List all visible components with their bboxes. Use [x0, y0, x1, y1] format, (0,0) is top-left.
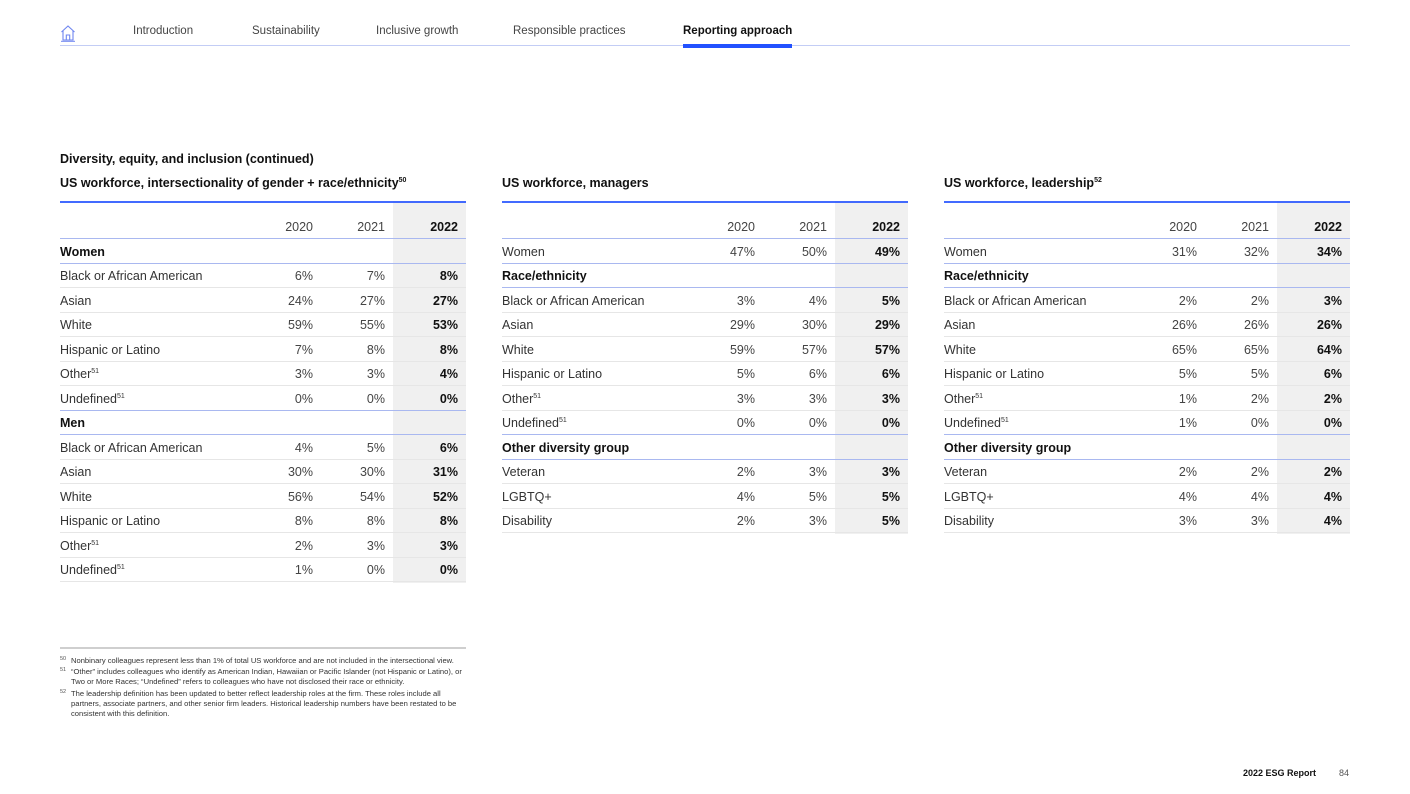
footnote-52 — [60, 689, 466, 720]
table-row — [60, 558, 466, 583]
value-2022: 5% — [881, 293, 900, 308]
row-label — [502, 367, 602, 381]
table-row — [944, 411, 1350, 436]
value-2021: 27% — [359, 293, 385, 308]
report-title: 2022 ESG Report — [1243, 768, 1317, 778]
value-2022: 4% — [1323, 489, 1342, 504]
value-2021: 2% — [1250, 391, 1269, 406]
value-2020: 2% — [736, 514, 755, 528]
row-label — [502, 514, 552, 528]
value-2022: 8% — [439, 342, 458, 357]
value-2020: 1% — [1178, 416, 1197, 430]
table-row — [502, 239, 908, 264]
value-2021: 3% — [1250, 514, 1269, 528]
value-2020: 3% — [294, 367, 313, 381]
table-group-row — [60, 239, 466, 264]
table-header-row — [60, 201, 466, 239]
row-label — [60, 294, 91, 308]
value-2021: 26% — [1243, 318, 1269, 332]
value-2022: 2% — [1323, 465, 1342, 479]
value-2022: 6% — [1323, 367, 1342, 381]
value-2022: 6% — [881, 367, 900, 381]
footnote-ref: 51 — [91, 368, 100, 375]
row-label-text: Women — [944, 244, 987, 259]
value-2021: 2% — [1250, 293, 1269, 308]
value-2021: 3% — [808, 514, 827, 528]
row-label-text: Black or African American — [60, 269, 203, 283]
value-2021: 8% — [366, 342, 385, 357]
value-2020: 59% — [729, 342, 755, 357]
value-2021: 54% — [359, 489, 385, 504]
footnotes — [60, 647, 466, 720]
table-row — [944, 362, 1350, 387]
row-label-text: Black or African American — [60, 440, 203, 455]
value-2021: 3% — [808, 465, 827, 479]
row-label-text: Asian — [944, 318, 976, 332]
table-row — [60, 509, 466, 534]
row-label — [502, 392, 541, 406]
row-label-text: White — [60, 318, 92, 332]
row-label-text: Asian — [60, 465, 92, 479]
row-label-text: LGBTQ+ — [944, 489, 994, 504]
row-label-text: Other — [60, 538, 92, 553]
row-label-text: Other diversity group — [502, 440, 630, 455]
value-2020: 4% — [1178, 489, 1197, 504]
table-row — [944, 239, 1350, 264]
row-label — [60, 514, 160, 528]
section-title: Diversity, equity, and inclusion (continued) — [60, 152, 314, 166]
row-label — [944, 514, 994, 528]
table-row — [502, 509, 908, 534]
value-2021: 5% — [1250, 367, 1269, 381]
row-label — [502, 343, 534, 357]
year-header-2020: 2020 — [727, 220, 755, 234]
row-label — [944, 294, 1086, 308]
value-2020: 56% — [287, 489, 313, 504]
value-2021: 57% — [801, 342, 827, 357]
footnote-ref: 51 — [559, 417, 567, 424]
row-label-text: Asian — [502, 318, 534, 332]
value-2022: 31% — [432, 465, 458, 479]
value-2021: 5% — [808, 489, 827, 504]
row-label-text: Undefined — [60, 391, 117, 406]
row-label — [60, 539, 99, 553]
value-2020: 29% — [729, 318, 755, 332]
value-2020: 4% — [736, 489, 755, 504]
row-label-text: Women — [60, 244, 105, 259]
value-2021: 2% — [1250, 465, 1269, 479]
footnote-ref: 51 — [1001, 417, 1009, 424]
value-2020: 6% — [294, 269, 313, 283]
value-2020: 0% — [736, 416, 755, 430]
value-2022: 27% — [432, 293, 458, 308]
value-2022: 8% — [439, 514, 458, 528]
footnote-number: 50 — [60, 656, 67, 662]
row-label — [60, 343, 160, 357]
value-2021: 7% — [366, 269, 385, 283]
value-2022: 2% — [1323, 391, 1342, 406]
value-2020: 31% — [1171, 244, 1197, 259]
table-header-row — [502, 201, 908, 239]
value-2021: 30% — [801, 318, 827, 332]
footnote-text: “Other” includes colleagues who identify as American Indian, Hawaiian or Pacific Islander (not Hispanic or Latino), or Two or More Races; “Undefined” refers to colleagues who have not disclosed their race or ethnicity. — [71, 667, 462, 687]
value-2022: 4% — [1323, 514, 1342, 528]
value-2020: 3% — [736, 391, 755, 406]
row-label — [502, 441, 629, 455]
row-label — [60, 269, 202, 283]
value-2021: 4% — [808, 293, 827, 308]
row-label-text: Undefined — [502, 416, 559, 430]
value-2020: 0% — [294, 391, 313, 406]
table-row — [502, 313, 908, 338]
row-label — [502, 294, 644, 308]
table-group-row — [502, 435, 908, 460]
row-label-text: Veteran — [502, 465, 546, 479]
table-row — [60, 288, 466, 313]
row-label — [944, 416, 1009, 430]
footnote-text: Nonbinary colleagues represent less than 1% of total US workforce and are not included in the intersectional view. — [71, 656, 454, 665]
row-label — [502, 416, 567, 430]
row-label — [944, 318, 975, 332]
home-icon[interactable] — [60, 24, 76, 42]
value-2022: 0% — [881, 416, 900, 430]
row-label-text: Race/ethnicity — [944, 269, 1029, 283]
value-2020: 47% — [729, 244, 755, 259]
table-row — [502, 362, 908, 387]
value-2022: 8% — [439, 269, 458, 283]
row-label — [60, 318, 92, 332]
table-header-row — [944, 201, 1350, 239]
row-label — [60, 367, 99, 381]
row-label — [60, 392, 125, 406]
table-title-text: US workforce, managers — [502, 176, 649, 190]
footnote-text: The leadership definition has been updated to better reflect leadership roles at the firm. These roles include all partners, associate partners, and other senior firm leaders. Historical leadership numbers have been restated to be consistent with this definition. — [71, 688, 457, 719]
value-2021: 0% — [366, 391, 385, 406]
value-2021: 6% — [808, 367, 827, 381]
table-row — [502, 460, 908, 485]
value-2022: 57% — [874, 342, 900, 357]
value-2022: 4% — [439, 367, 458, 381]
table-row — [60, 435, 466, 460]
tab-introduction[interactable]: Introduction — [133, 25, 194, 37]
tab-reporting-approach[interactable]: Reporting approach — [683, 25, 793, 37]
table-group-row — [502, 264, 908, 289]
row-label-text: Other — [60, 367, 92, 381]
footnote-ref: 52 — [1094, 177, 1102, 184]
table-title-leadership — [944, 176, 1102, 190]
table-row — [502, 386, 908, 411]
table-title-managers — [502, 176, 649, 190]
row-label-text: Men — [60, 416, 85, 430]
table-group-row — [60, 411, 466, 436]
table-row — [60, 484, 466, 509]
table-row — [60, 264, 466, 289]
footnote-ref: 51 — [117, 564, 125, 571]
tab-sustainability[interactable]: Sustainability — [252, 25, 320, 37]
row-label-text: Undefined — [60, 563, 117, 577]
value-2022: 0% — [439, 563, 458, 577]
footnote-ref: 51 — [117, 392, 125, 400]
table-row — [60, 533, 466, 558]
row-label-text: Black or African American — [944, 293, 1087, 308]
table-title-text: US workforce, leadership — [944, 176, 1095, 190]
value-2020: 1% — [294, 563, 313, 577]
row-label — [502, 490, 552, 504]
row-label-text: Undefined — [944, 416, 1001, 430]
value-2020: 30% — [287, 465, 313, 479]
value-2020: 4% — [294, 440, 313, 455]
table-title-intersectionality — [60, 176, 406, 190]
row-label — [944, 490, 994, 504]
value-2020: 7% — [294, 342, 313, 357]
value-2020: 2% — [736, 465, 755, 479]
tab-inclusive-growth[interactable]: Inclusive growth — [376, 25, 459, 37]
row-label — [944, 269, 1029, 283]
table-leadership — [944, 201, 1350, 533]
row-label — [944, 465, 987, 479]
table-row — [60, 460, 466, 485]
row-label-text: Women — [502, 244, 545, 259]
value-2021: 3% — [808, 391, 827, 406]
value-2021: 32% — [1243, 244, 1269, 259]
year-header-2021: 2021 — [799, 220, 827, 234]
row-label-text: Race/ethnicity — [502, 269, 587, 283]
table-row — [944, 509, 1350, 534]
table-row — [944, 313, 1350, 338]
row-label — [502, 269, 587, 283]
row-label — [60, 490, 92, 504]
value-2020: 59% — [287, 318, 313, 332]
row-label — [944, 441, 1071, 455]
row-label — [60, 563, 125, 577]
value-2020: 65% — [1171, 342, 1197, 357]
value-2021: 55% — [359, 318, 385, 332]
value-2020: 5% — [1178, 367, 1197, 381]
footnote-51 — [60, 667, 466, 687]
row-label-text: Veteran — [944, 465, 988, 479]
value-2021: 4% — [1250, 489, 1269, 504]
footnote-ref: 51 — [975, 392, 984, 400]
row-label — [944, 367, 1044, 381]
value-2022: 5% — [881, 514, 900, 528]
value-2022: 0% — [439, 391, 458, 406]
table-row — [944, 288, 1350, 313]
table-row — [60, 313, 466, 338]
row-label — [60, 465, 91, 479]
top-navigation — [60, 0, 1350, 46]
value-2022: 5% — [881, 489, 900, 504]
year-header-2022: 2022 — [872, 220, 900, 234]
value-2022: 26% — [1316, 318, 1342, 332]
value-2020: 8% — [294, 514, 313, 528]
table-row — [944, 337, 1350, 362]
value-2021: 8% — [366, 514, 385, 528]
row-label-text: Other — [502, 391, 534, 406]
value-2021: 65% — [1243, 342, 1269, 357]
row-label-text: White — [944, 342, 976, 357]
row-label — [944, 343, 976, 357]
year-header-2022: 2022 — [430, 220, 458, 234]
value-2022: 64% — [1316, 342, 1342, 357]
value-2022: 3% — [881, 465, 900, 479]
value-2022: 3% — [1323, 293, 1342, 308]
table-group-row — [944, 264, 1350, 289]
footnote-number: 51 — [60, 667, 67, 674]
row-label-text: Disability — [502, 514, 553, 528]
value-2021: 3% — [366, 538, 385, 553]
row-label — [944, 392, 983, 406]
table-row — [60, 386, 466, 411]
row-label — [502, 245, 545, 259]
row-label-text: Hispanic or Latino — [60, 342, 161, 357]
value-2020: 3% — [736, 293, 755, 308]
row-label-text: Hispanic or Latino — [944, 367, 1045, 381]
year-header-2021: 2021 — [357, 220, 385, 234]
footnote-ref: 50 — [398, 177, 407, 184]
value-2021: 0% — [1250, 416, 1269, 430]
value-2020: 1% — [1178, 391, 1197, 406]
year-header-2022: 2022 — [1314, 220, 1342, 234]
value-2020: 2% — [1178, 465, 1197, 479]
table-title-text: US workforce, intersectionality of gender + race/ethnicity — [60, 176, 399, 190]
value-2022: 0% — [1323, 416, 1342, 430]
value-2022: 3% — [439, 538, 458, 553]
value-2022: 49% — [874, 244, 900, 259]
value-2020: 3% — [1178, 514, 1197, 528]
row-label-text: Hispanic or Latino — [60, 514, 161, 528]
value-2021: 0% — [808, 416, 827, 430]
row-label — [944, 245, 987, 259]
table-row — [944, 460, 1350, 485]
row-label-text: Disability — [944, 514, 995, 528]
table-row — [502, 337, 908, 362]
footnote-ref: 51 — [91, 539, 100, 547]
value-2022: 34% — [1316, 244, 1342, 259]
row-label-text: Asian — [60, 293, 92, 308]
table-row — [944, 386, 1350, 411]
year-header-2020: 2020 — [285, 220, 313, 234]
page-number: 84 — [1339, 768, 1350, 778]
value-2021: 5% — [366, 440, 385, 455]
row-label-text: Other — [944, 391, 976, 406]
value-2020: 26% — [1171, 318, 1197, 332]
row-label-text: White — [502, 342, 534, 357]
value-2022: 29% — [874, 318, 900, 332]
row-label-text: Hispanic or Latino — [502, 367, 603, 381]
footnote-50 — [60, 656, 466, 666]
table-row — [502, 288, 908, 313]
table-intersectionality — [60, 201, 466, 582]
table-row — [502, 411, 908, 436]
row-label — [502, 318, 533, 332]
table-managers — [502, 201, 908, 533]
row-label — [502, 465, 545, 479]
value-2021: 50% — [801, 244, 827, 259]
table-row — [60, 362, 466, 387]
row-label — [60, 245, 105, 259]
value-2020: 5% — [736, 367, 755, 381]
value-2020: 2% — [294, 538, 313, 553]
row-label — [60, 441, 202, 455]
value-2022: 3% — [881, 391, 900, 406]
table-row — [502, 484, 908, 509]
tab-responsible-practices[interactable]: Responsible practices — [513, 25, 626, 37]
value-2021: 3% — [366, 367, 385, 381]
row-label-text: LGBTQ+ — [502, 489, 552, 504]
row-label — [60, 416, 85, 430]
value-2022: 53% — [432, 318, 458, 332]
table-group-row — [944, 435, 1350, 460]
table-row — [60, 337, 466, 362]
footnote-ref: 51 — [533, 392, 542, 400]
value-2020: 24% — [287, 293, 313, 308]
row-label-text: Black or African American — [502, 293, 645, 308]
value-2022: 6% — [439, 440, 458, 455]
year-header-2021: 2021 — [1241, 220, 1269, 234]
value-2022: 52% — [432, 489, 458, 504]
row-label-text: White — [60, 489, 92, 504]
row-label-text: Other diversity group — [944, 440, 1072, 455]
value-2021: 30% — [359, 465, 385, 479]
value-2021: 0% — [366, 563, 385, 577]
year-header-2020: 2020 — [1169, 220, 1197, 234]
value-2020: 2% — [1178, 293, 1197, 308]
table-row — [944, 484, 1350, 509]
footnote-number: 52 — [60, 688, 67, 695]
